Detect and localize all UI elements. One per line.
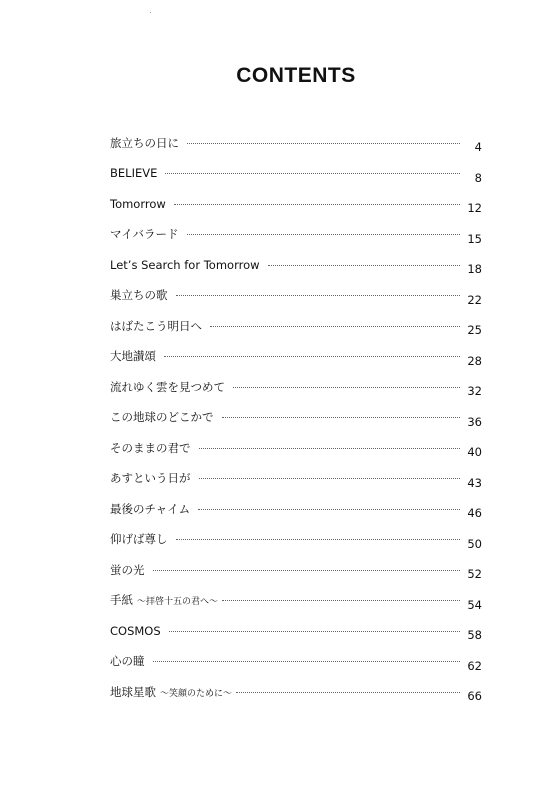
toc-entry[interactable] bbox=[110, 643, 482, 674]
toc-leader-dots bbox=[222, 599, 460, 601]
toc-entry-page: 52 bbox=[467, 567, 482, 581]
toc-entry[interactable] bbox=[110, 429, 482, 460]
toc-entry-page: 18 bbox=[467, 262, 482, 276]
toc-entry-page: 15 bbox=[467, 231, 482, 246]
toc-leader-dots bbox=[176, 538, 461, 540]
toc-leader-dots bbox=[199, 477, 461, 479]
toc-entry[interactable] bbox=[110, 582, 482, 613]
toc-entry[interactable] bbox=[110, 521, 482, 552]
toc-leader-dots bbox=[187, 233, 460, 235]
toc-leader-dots bbox=[169, 630, 460, 632]
toc-entry[interactable] bbox=[110, 673, 482, 704]
toc-entry-title: 手紙 〜拝啓十五の君へ〜 bbox=[110, 593, 219, 607]
toc-entry-title: 大地讃頌 bbox=[110, 349, 156, 363]
toc-entry-title: 心の瞳 bbox=[110, 654, 145, 668]
toc-entry[interactable] bbox=[110, 216, 482, 247]
toc-entry-page: 54 bbox=[467, 597, 482, 612]
toc-entry[interactable] bbox=[110, 338, 482, 369]
toc-leader-dots bbox=[233, 386, 460, 388]
toc-leader-dots bbox=[268, 264, 460, 266]
toc-entry[interactable] bbox=[110, 124, 482, 155]
toc-entry-page: 66 bbox=[467, 689, 482, 703]
toc-entry[interactable] bbox=[110, 368, 482, 399]
toc-entry-title: この地球のどこかで bbox=[110, 410, 214, 424]
toc-entry-page: 8 bbox=[474, 170, 482, 185]
toc-entry[interactable] bbox=[110, 490, 482, 521]
toc-entry[interactable] bbox=[110, 399, 482, 430]
toc-entry-title: Let’s Search for Tomorrow bbox=[110, 257, 260, 272]
toc-entry[interactable] bbox=[110, 307, 482, 338]
toc-entry-page: 28 bbox=[467, 353, 482, 368]
toc-entry-title: そのままの君で bbox=[110, 440, 191, 455]
toc-entry-page: 43 bbox=[467, 475, 482, 490]
toc-leader-dots bbox=[174, 203, 460, 205]
toc-entry-page: 22 bbox=[467, 292, 482, 307]
toc-entry-title: 地球星歌 〜笑顔のために〜 bbox=[110, 684, 233, 699]
toc-entry-title: COSMOS bbox=[110, 623, 161, 638]
toc-leader-dots bbox=[199, 447, 461, 449]
toc-entry[interactable] bbox=[110, 460, 482, 491]
toc-entry-title: 最後のチャイム bbox=[110, 501, 191, 516]
toc-entry[interactable] bbox=[110, 612, 482, 643]
toc-entry-title: はばたこう明日へ bbox=[110, 318, 202, 333]
toc-entry-page: 32 bbox=[467, 384, 482, 398]
toc-entry-page: 58 bbox=[467, 628, 482, 642]
toc-leader-dots bbox=[165, 172, 460, 174]
toc-entry-title: 旅立ちの日に bbox=[110, 135, 179, 150]
scan-speck bbox=[150, 12, 151, 13]
toc-leader-dots bbox=[198, 508, 460, 510]
toc-entry-title: 巣立ちの歌 bbox=[110, 288, 168, 302]
toc-entry-page: 50 bbox=[467, 536, 482, 551]
toc-leader-dots bbox=[153, 569, 461, 571]
toc-entry[interactable] bbox=[110, 277, 482, 308]
toc-entry-page: 25 bbox=[467, 323, 482, 337]
toc-entry-title: 仰げば尊し bbox=[110, 532, 168, 546]
toc-entry-page: 40 bbox=[467, 445, 482, 459]
toc-entry[interactable] bbox=[110, 155, 482, 186]
toc-entry-title: 流れゆく雲を見つめて bbox=[110, 379, 225, 394]
toc-entry-page: 36 bbox=[467, 414, 482, 429]
toc-leader-dots bbox=[153, 660, 461, 662]
toc-entry[interactable] bbox=[110, 185, 482, 216]
page-title: CONTENTS bbox=[236, 64, 356, 87]
toc-entry-page: 46 bbox=[467, 506, 482, 520]
toc-entry-title: Tomorrow bbox=[110, 196, 166, 211]
toc-entry-title: BELIEVE bbox=[110, 166, 158, 180]
toc-entry-title: マイバラード bbox=[110, 227, 179, 241]
toc-entry-title: あすという日が bbox=[110, 471, 191, 485]
toc-entry-page: 62 bbox=[467, 658, 482, 673]
toc-entry-title: 蛍の光 bbox=[110, 562, 145, 577]
toc-leader-dots bbox=[236, 691, 460, 693]
table-of-contents bbox=[110, 124, 482, 704]
toc-entry[interactable] bbox=[110, 246, 482, 277]
toc-leader-dots bbox=[187, 142, 460, 144]
toc-leader-dots bbox=[210, 325, 460, 327]
toc-entry[interactable] bbox=[110, 551, 482, 582]
toc-entry-page: 4 bbox=[474, 140, 482, 154]
toc-leader-dots bbox=[222, 416, 461, 418]
toc-entry-page: 12 bbox=[467, 201, 482, 215]
toc-leader-dots bbox=[164, 355, 460, 357]
toc-leader-dots bbox=[176, 294, 461, 296]
